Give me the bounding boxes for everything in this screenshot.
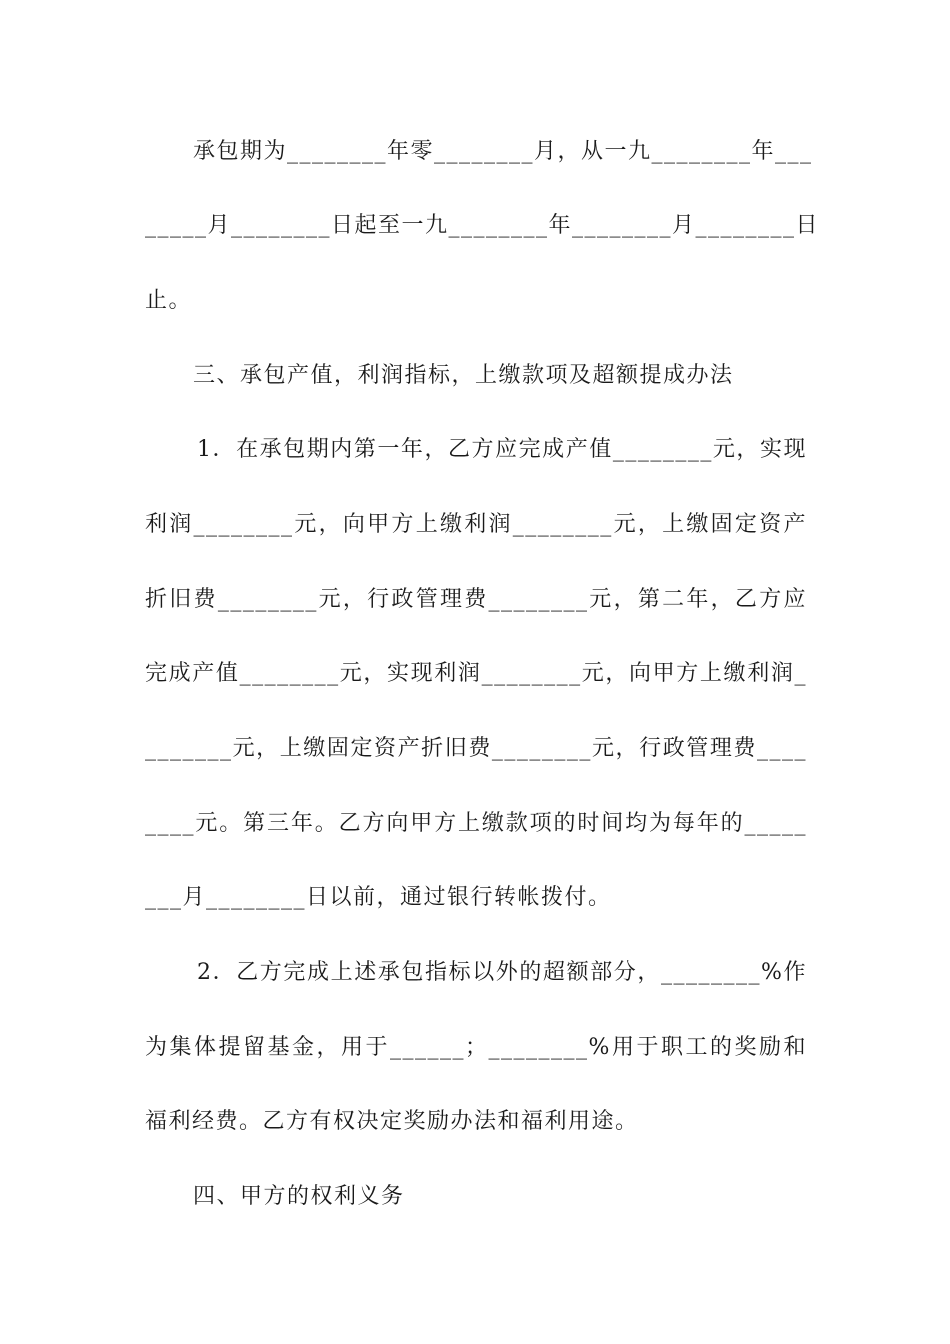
clause-1-line-3: 折旧费________元，行政管理费________元，第二年，乙方应 xyxy=(145,587,807,612)
clause-2-line-2: 为集体提留基金，用于______；________%用于职工的奖励和 xyxy=(145,1035,807,1060)
section-heading-three: 三、承包产值，利润指标，上缴款项及超额提成办法 xyxy=(193,363,734,388)
section-heading-four: 四、甲方的权利义务 xyxy=(193,1184,405,1209)
clause-1-line-6: ____元。第三年。乙方向甲方上缴款项的时间均为每年的_____ xyxy=(145,811,807,836)
clause-1-line-4: 完成产值________元，实现利润________元，向甲方上缴利润_ xyxy=(145,661,807,686)
contract-term-line-3: 止。 xyxy=(145,288,193,313)
clause-2-line-3: 福利经费。乙方有权决定奖励办法和福利用途。 xyxy=(145,1109,639,1134)
clause-1-line-7: ___月________日以前，通过银行转帐拨付。 xyxy=(145,885,612,910)
clause-1-line-2: 利润________元，向甲方上缴利润________元，上缴固定资产 xyxy=(145,512,807,537)
clause-1-line-5: _______元，上缴固定资产折旧费________元，行政管理费____ xyxy=(145,736,807,761)
contract-term-line-1: 承包期为________年零________月，从一九________年___ xyxy=(193,139,813,164)
clause-2-line-1: 2．乙方完成上述承包指标以外的超额部分，________%作 xyxy=(197,960,807,985)
clause-1-line-1: 1．在承包期内第一年，乙方应完成产值________元，实现 xyxy=(197,437,807,462)
contract-term-line-2: _____月________日起至一九________年________月________日 xyxy=(145,213,820,238)
